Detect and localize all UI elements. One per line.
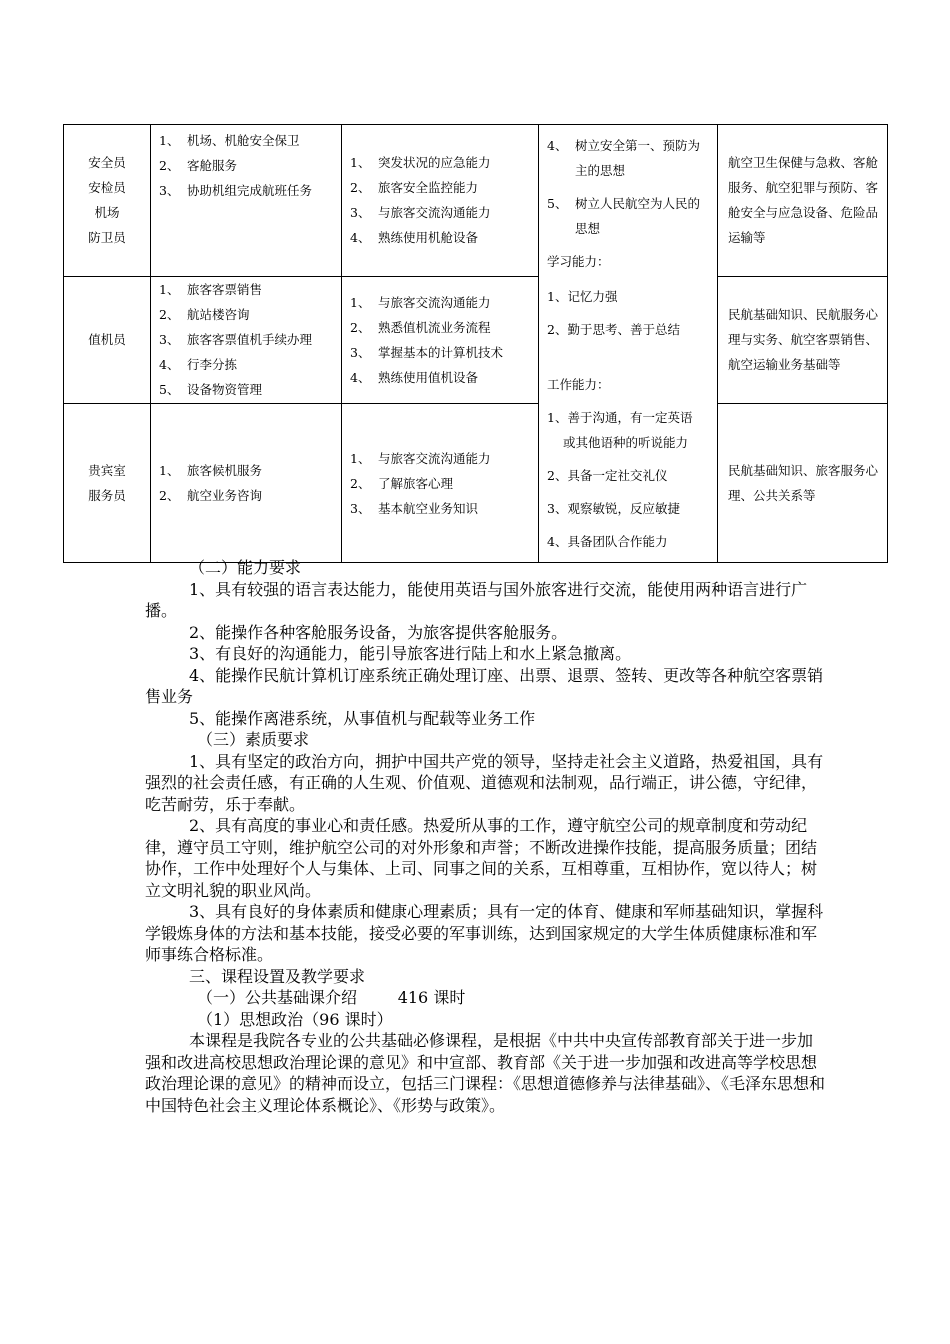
role-line: 防卫员 <box>88 230 126 246</box>
work-item: 或其他语种的听说能力 <box>563 435 689 450</box>
quality-item: 5、 树立人民航空为人民的思想 <box>547 196 701 236</box>
learning-item: 1、记忆力强 <box>547 289 618 304</box>
work-title: 工作能力： <box>547 377 610 392</box>
work-item: 1、善于沟通，有一定英语 <box>547 410 693 425</box>
list-item: 3、 协助机组完成航班任务 <box>159 183 313 198</box>
learning-title: 学习能力： <box>547 254 610 269</box>
list-item: 2、 客舱服务 <box>159 158 238 173</box>
role-line: 贵宾室 <box>88 463 126 479</box>
section-heading-quality: （三）素质要求 <box>197 730 310 749</box>
quality-item: 4、 树立安全第一、预防为主的思想 <box>547 138 701 178</box>
work-item: 2、具备一定社交礼仪 <box>547 468 668 483</box>
list-item: 2、 航站楼咨询 <box>159 307 250 323</box>
section-heading-ability: （二）能力要求 <box>189 558 302 577</box>
list-item: 2、 旅客安全监控能力 <box>350 180 479 196</box>
list-item: 1、 旅客客票销售 <box>159 282 263 298</box>
role-cell <box>64 276 151 403</box>
paragraph: 2、具有高度的事业心和责任感。热爱所从事的工作，遵守航空公司的规章制度和劳动纪律，遵守员工守则，维护航空公司的对外形象和声誉；不断改进操作技能，提高服务质量；团结协作，工作中处理好个人与集体、上司、同事之间的关系，互相尊重，互相协作，宽以待人；树立文明礼貌的职业风尚。 <box>145 816 818 900</box>
list-item: 4、 熟练使用机舱设备 <box>350 230 479 246</box>
skills-cell <box>342 276 539 403</box>
list-item: 4、 行李分拣 <box>159 357 238 373</box>
role-line: 服务员 <box>88 488 126 504</box>
list-item: 3、 掌握基本的计算机技术 <box>350 344 504 360</box>
tasks-cell <box>151 404 342 563</box>
paragraph: 本课程是我院各专业的公共基础必修课程，是根据《中共中央宣传部教育部关于进一步加强和改进高校思想政治理论课的意见》和中宣部、教育部《关于进一步加强和改进高等学校思想政治理论课的意见》的精神而设立，包括三门课程：《思想道德修养与法律基础》、《毛泽东思想和中国特色社会主义理论体系概论》、《形势与政策》。 <box>145 1031 826 1115</box>
list-item: 1、 与旅客交流沟通能力 <box>350 450 491 466</box>
list-item: 1、 旅客候机服务 <box>159 463 263 479</box>
list-item: 2、 了解旅客心理 <box>350 475 454 491</box>
quality-cell <box>539 125 718 563</box>
role-line: 机场 <box>94 205 120 221</box>
role-line: 值机员 <box>88 332 126 348</box>
skills-cell <box>342 125 539 277</box>
paragraph: 1、具有较强的语言表达能力，能使用英语与国外旅客进行交流，能使用两种语言进行广播。 <box>145 579 808 620</box>
list-item: 3、 基本航空业务知识 <box>350 500 479 516</box>
role-line: 安全员 <box>88 155 126 171</box>
work-item: 4、具备团队合作能力 <box>547 534 668 549</box>
section-heading-politics: （1）思想政治（96 课时） <box>197 1009 393 1029</box>
paragraph: 5、能操作离港系统，从事值机与配载等业务工作 <box>189 708 536 728</box>
list-item: 1、 与旅客交流沟通能力 <box>350 294 491 310</box>
section-heading-course: 三、课程设置及教学要求 <box>189 966 366 986</box>
paragraph: 3、有良好的沟通能力，能引导旅客进行陆上和水上紧急撤离。 <box>189 644 632 663</box>
list-item: 2、 航空业务咨询 <box>159 488 263 504</box>
table-row <box>64 276 888 403</box>
work-item: 3、观察敏锐，反应敏捷 <box>547 501 680 516</box>
knowledge-cell: 航空卫生保健与急救、客舱服务、航空犯罪与预防、客舱安全与应急设备、危险品运输等 <box>718 125 888 277</box>
list-item: 5、 设备物资管理 <box>159 382 263 398</box>
paragraph: 4、能操作民航计算机订座系统正确处理订座、出票、退票、签转、更改等各种航空客票销售业务 <box>145 665 824 706</box>
paragraph: 1、具有坚定的政治方向，拥护中国共产党的领导，坚持走社会主义道路，热爱祖国，具有强烈的社会责任感，有正确的人生观、价值观、道德观和法制观，品行端正，讲公德，守纪律，吃苦耐劳，乐于奉献。 <box>145 751 824 814</box>
role-cell <box>64 125 151 277</box>
role-line: 安检员 <box>88 180 126 196</box>
paragraph: 3、具有良好的身体素质和健康心理素质；具有一定的体育、健康和军师基础知识，掌握科学锻炼身体的方法和基本技能，接受必要的军事训练，达到国家规定的大学生体质健康标准和军师事练合格标准。 <box>145 902 824 964</box>
tasks-cell <box>151 276 342 403</box>
list-item: 4、 熟练使用值机设备 <box>350 369 479 385</box>
knowledge-cell: 民航基础知识、旅客服务心理、公共关系等 <box>718 404 888 563</box>
list-item: 2、 熟悉值机流业务流程 <box>350 319 491 335</box>
role-cell <box>64 404 151 563</box>
table-row <box>64 125 888 277</box>
list-item: 3、 与旅客交流沟通能力 <box>350 205 491 221</box>
list-item: 1、 机场、机舱安全保卫 <box>159 133 300 148</box>
table-row <box>64 404 888 563</box>
document-body <box>145 557 825 1116</box>
job-requirements-table <box>63 124 888 563</box>
learning-item: 2、勤于思考、善于总结 <box>547 322 680 337</box>
tasks-cell <box>151 125 342 277</box>
paragraph: 2、能操作各种客舱服务设备，为旅客提供客舱服务。 <box>189 622 568 642</box>
section-heading-public: （一）公共基础课介绍 416 课时 <box>197 988 466 1007</box>
skills-cell <box>342 404 539 563</box>
list-item: 3、 旅客客票值机手续办理 <box>159 332 313 348</box>
knowledge-cell: 民航基础知识、民航服务心理与实务、航空客票销售、航空运输业务基础等 <box>718 276 888 403</box>
list-item: 1、 突发状况的应急能力 <box>350 155 491 171</box>
